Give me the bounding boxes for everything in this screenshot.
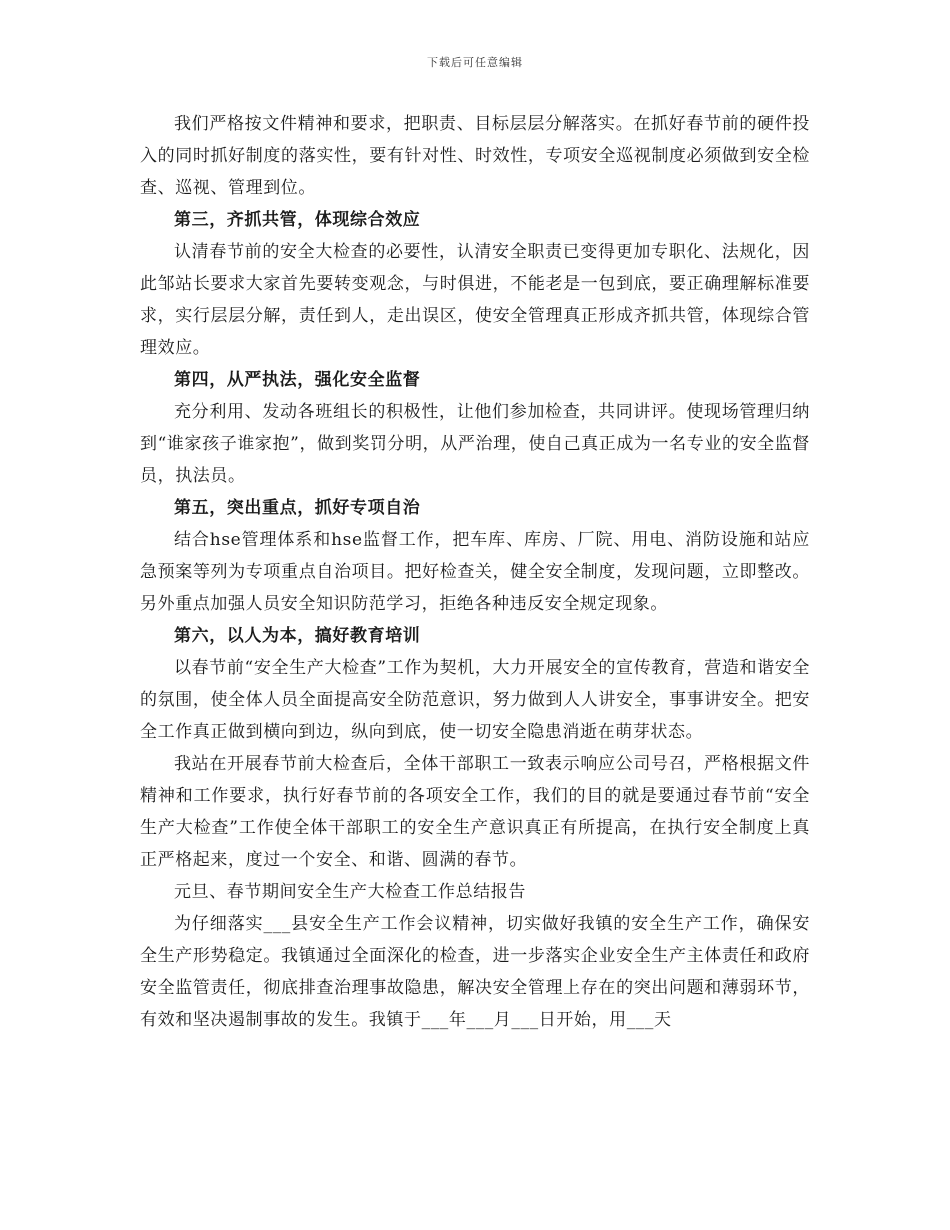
document-body: [140, 108, 810, 1036]
paragraph: 充分利用、发动各班组长的积极性，让他们参加检查，共同讲评。使现场管理归纳到“谁家孩子谁家抱”，做到奖罚分明，从严治理，使自己真正成为一名专业的安全监督员，执法员。: [140, 402, 810, 486]
paragraph: 以春节前“安全生产大检查”工作为契机，大力开展安全的宣传教育，营造和谐安全的氛围，使全体人员全面提高安全防范意识，努力做到人人讲安全，事事讲安全。把安全工作真正做到横向到边，纵向到底，使一切安全隐患消逝在萌芽状态。: [140, 658, 810, 742]
paragraph: 我们严格按文件精神和要求，把职责、目标层层分解落实。在抓好春节前的硬件投入的同时抓好制度的落实性，要有针对性、时效性，专项安全巡视制度必须做到安全检查、巡视、管理到位。: [140, 114, 810, 198]
report-title-line: 元旦、春节期间安全生产大检查工作总结报告: [174, 882, 526, 902]
paragraph: 我站在开展春节前大检查后，全体干部职工一致表示响应公司号召，严格根据文件精神和工作要求，执行好春节前的各项安全工作，我们的目的就是要通过春节前“安全生产大检查”工作使全体干部职工的安全生产意识真正有所提高，在执行安全制度上真正严格起来，度过一个安全、和谐、圆满的春节。: [140, 754, 810, 870]
paragraph: 认清春节前的安全大检查的必要性，认清安全职责已变得更加专职化、法规化，因此邹站长要求大家首先要转变观念，与时俱进，不能老是一包到底，要正确理解标准要求，实行层层分解，责任到人，走出误区，使安全管理真正形成齐抓共管，体现综合管理效应。: [140, 242, 810, 358]
header-note: 下载后可任意编辑: [427, 56, 523, 69]
section-heading: 第五，突出重点，抓好专项自治: [174, 498, 421, 518]
section-heading: 第三，齐抓共管，体现综合效应: [174, 210, 421, 230]
paragraph: 结合hse管理体系和hse监督工作，把车库、库房、厂院、用电、消防设施和站应急预案等列为专项重点自治项目。把好检查关，健全安全制度，发现问题，立即整改。另外重点加强人员安全知识防范学习，拒绝各种违反安全规定现象。: [140, 530, 810, 614]
paragraph: 为仔细落实___县安全生产工作会议精神，切实做好我镇的安全生产工作，确保安全生产形势稳定。我镇通过全面深化的检查，进一步落实企业安全生产主体责任和政府安全监管责任，彻底排查治理事故隐患，解决安全管理上存在的突出问题和薄弱环节，有效和坚决遏制事故的发生。我镇于___年___月___日开始，用___天: [140, 914, 810, 1030]
section-heading: 第四，从严执法，强化安全监督: [174, 370, 421, 390]
section-heading: 第六，以人为本，搞好教育培训: [174, 626, 421, 646]
